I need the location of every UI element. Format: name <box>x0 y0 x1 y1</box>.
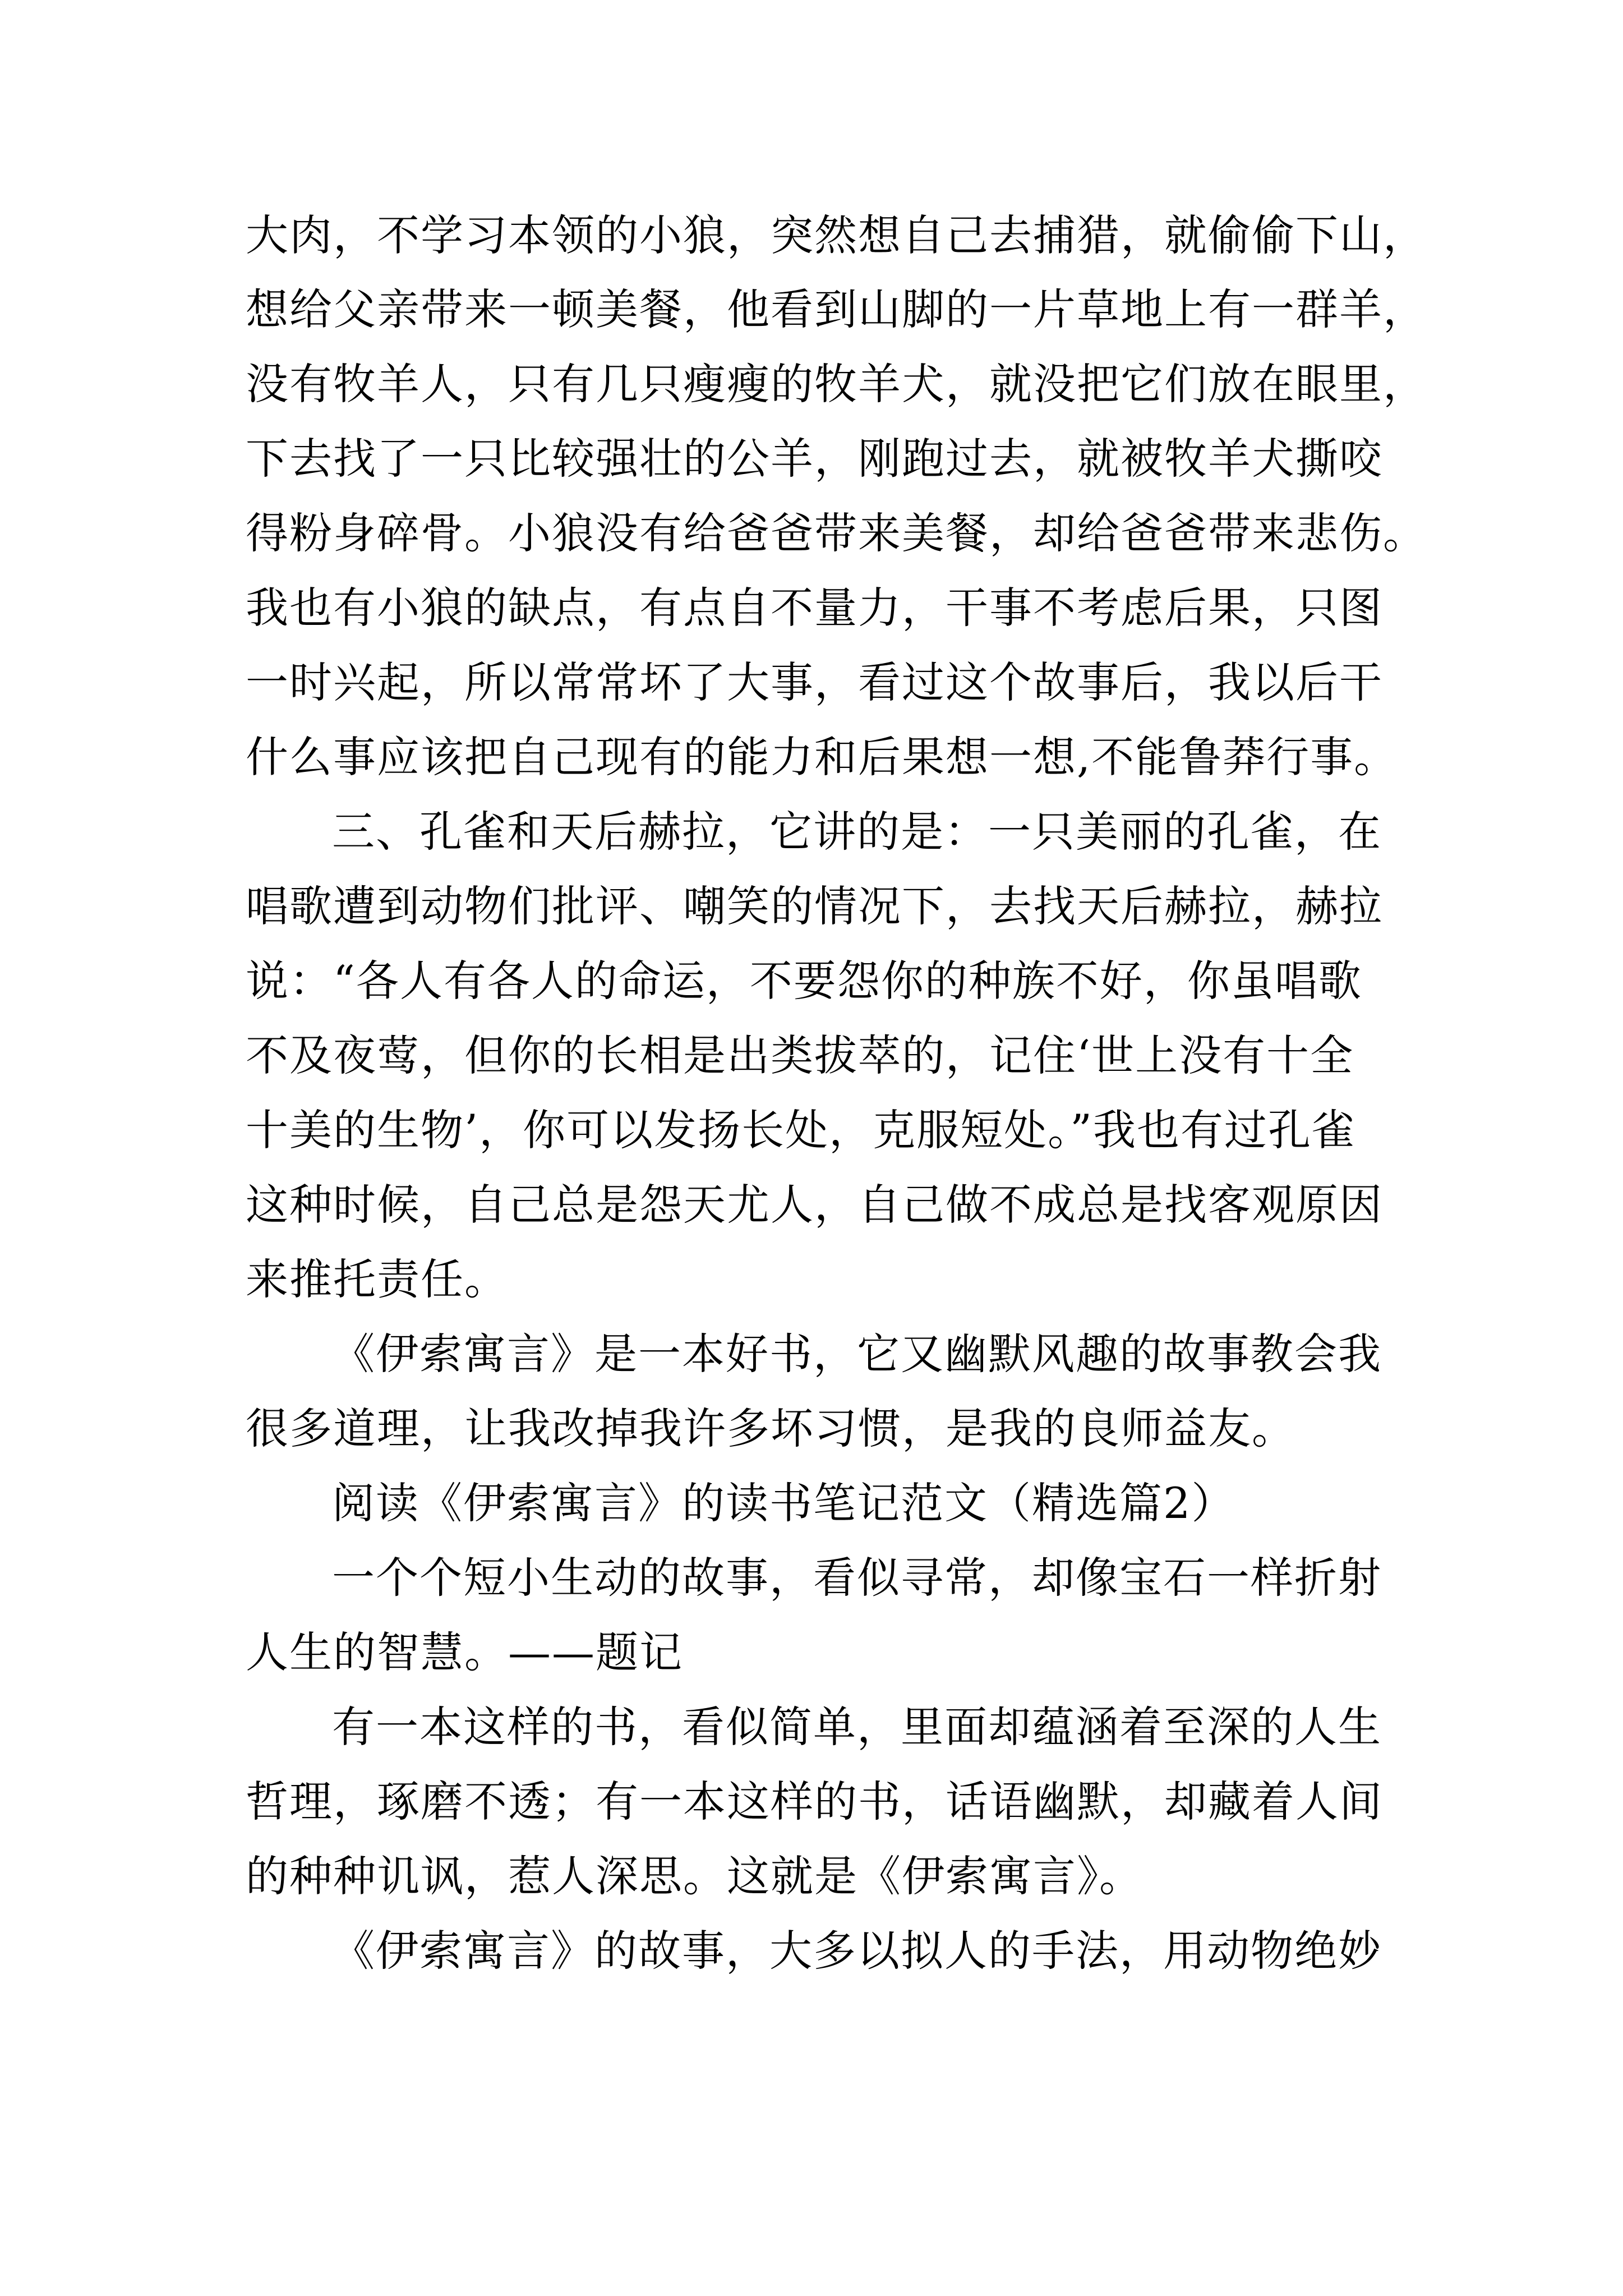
text-line: 来推托责任。 <box>246 1254 508 1304</box>
text-line: 这种时候，自己总是怨天尤人，自己做不成总是找客观原因 <box>246 1180 1383 1230</box>
text-line: 人生的智慧。——题记 <box>246 1627 683 1677</box>
text-line: 大肉，不学习本领的小狼，突然想自己去捕猎，就偷偷下山， <box>246 210 1427 260</box>
text-line: 得粉身碎骨。小狼没有给爸爸带来美餐，却给爸爸带来悲伤。 <box>246 508 1427 558</box>
section-heading: 阅读《伊索寓言》的读书笔记范文（精选篇2） <box>332 1478 1235 1528</box>
paragraph-start-line: 《伊索寓言》是一本好书，它又幽默风趣的故事教会我 <box>332 1329 1382 1379</box>
text-line: 我也有小狼的缺点，有点自不量力，干事不考虑后果，只图 <box>246 583 1383 633</box>
paragraph-start-line: 三、孔雀和天后赫拉，它讲的是：一只美丽的孔雀，在 <box>332 807 1382 857</box>
text-line: 一时兴起，所以常常坏了大事，看过这个故事后，我以后干 <box>246 657 1383 707</box>
text-line: 下去找了一只比较强壮的公羊，刚跑过去，就被牧羊犬撕咬 <box>246 434 1383 484</box>
paragraph-start-line: 一个个短小生动的故事，看似寻常，却像宝石一样折射 <box>332 1553 1382 1603</box>
text-line: 什么事应该把自己现有的能力和后果想一想,不能鲁莽行事。 <box>246 732 1398 782</box>
text-line: 很多道理，让我改掉我许多坏习惯，是我的良师益友。 <box>246 1404 1295 1453</box>
text-line: 唱歌遭到动物们批评、嘲笑的情况下，去找天后赫拉，赫拉 <box>246 881 1383 931</box>
text-line: 的种种讥讽，惹人深思。这就是《伊索寓言》。 <box>246 1851 1143 1901</box>
text-line: 不及夜莺，但你的长相是出类拔萃的，记住‘世上没有十全 <box>246 1030 1354 1080</box>
paragraph-start-line: 有一本这样的书，看似简单，里面却蕴涵着至深的人生 <box>332 1702 1382 1752</box>
text-line: 哲理，琢磨不透；有一本这样的书，话语幽默，却藏着人间 <box>246 1777 1383 1826</box>
text-line: 想给父亲带来一顿美餐，他看到山脚的一片草地上有一群羊， <box>246 284 1427 334</box>
text-line: 没有牧羊人，只有几只瘦瘦的牧羊犬，就没把它们放在眼里， <box>246 359 1427 409</box>
text-line: 十美的生物’，你可以发扬长处，克服短处。”我也有过孔雀 <box>246 1105 1356 1155</box>
text-line: 说：“各人有各人的命运，不要怨你的种族不好，你虽唱歌 <box>246 956 1362 1006</box>
paragraph-start-line: 《伊索寓言》的故事，大多以拟人的手法，用动物绝妙 <box>332 1926 1382 1976</box>
